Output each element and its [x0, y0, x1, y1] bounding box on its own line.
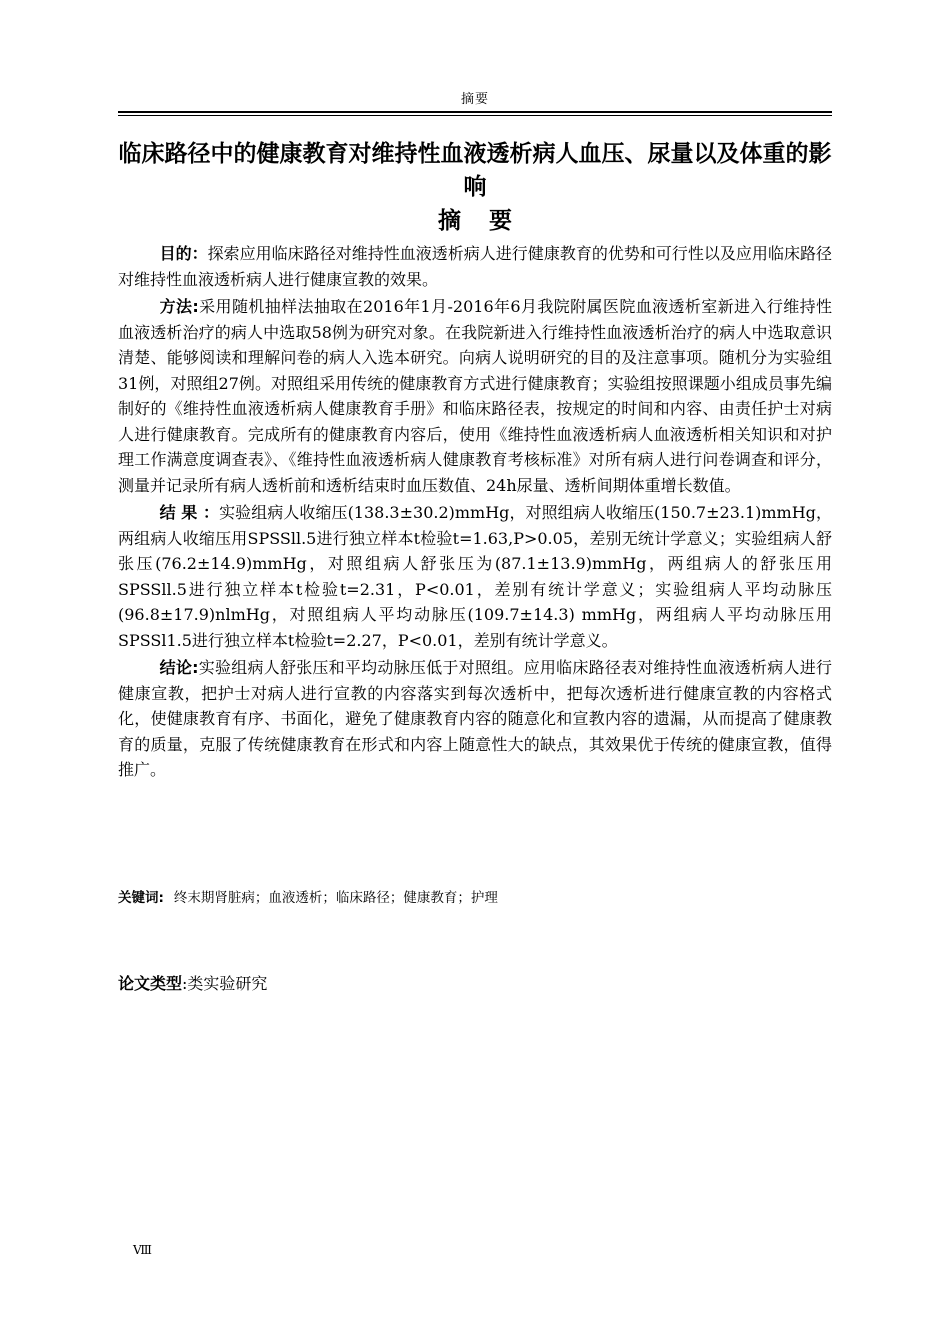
page-number: Ⅷ — [133, 1243, 152, 1257]
objective-paragraph — [118, 241, 832, 292]
paper-type-value: 类实验研究 — [187, 974, 268, 993]
keywords-label: 关键词: — [118, 890, 164, 906]
running-header: 摘要 — [460, 92, 489, 107]
abstract-body — [118, 241, 832, 785]
conclusion-paragraph — [118, 655, 832, 783]
keywords-line — [118, 887, 832, 909]
results-label: 结 果 ： — [159, 503, 220, 522]
conclusion-text: 实验组病人舒张压和平均动脉压低于对照组。应用临床路径表对维持性血液透析病人进行健康宣教，把护士对病人进行宣教的内容落实到每次透析中，把每次透析进行健康宣教的内容格式化，使健康教育有序、书面化，避免了健康教育内容的随意化和宣教内容的遗漏，从而提高了健康教育的质量，克服了传统健康教育在形式和内容上随意性大的缺点，其效果优于传统的健康宣教，值得推广。 — [118, 658, 832, 779]
header-rule-thick — [118, 111, 832, 113]
objective-text: 探索应用临床路径对维持性血液透析病人进行健康教育的优势和可行性以及应用临床路径对维持性血液透析病人进行健康宣教的效果。 — [118, 244, 832, 289]
objective-label: 目的： — [159, 244, 208, 263]
results-paragraph — [118, 500, 832, 653]
paper-type-label: 论文类型 — [118, 974, 183, 993]
abstract-heading-left: 摘 — [438, 208, 461, 234]
methods-text: 采用随机抽样法抽取在2016年1月-2016年6月我院附属医院血液透析室新进入行维持性血液透析治疗的病人中选取58例为研究对象。在我院新进入行维持性血液透析治疗的病人中选取意识清楚、能够阅读和理解问卷的病人入选本研究。向病人说明研究的目的及注意事项。随机分为实验组31例，对照组27例。对照组采用传统的健康教育方式进行健康教育；实验组按照课题小组成员事先编制好的《维持性血液透析病人健康教育手册》和临床路径表，按规定的时间和内容、由责任护士对病人进行健康教育。完成所有的健康教育内容后，使用《维持性血液透析病人血液透析相关知识和对护理工作满意度调查表》、《维持性血液透析病人健康教育考核标准》对所有病人进行问卷调查和评分，测量并记录所有病人透析前和透析结束时血压数值、24h尿量、透析间期体重增长数值。 — [118, 297, 832, 495]
header-rule-thin — [118, 115, 832, 116]
results-text: 实验组病人收缩压(138.3±30.2)mmHg，对照组病人收缩压(150.7±23.1)mmHg，两组病人收缩压用SPSSll.5进行独立样本t检验t=1.63,P>0.05，差别无统计学意义；实验组病人舒张压(76.2±14.9)mmHg，对照组病人舒张压为(87.1±13.9)mmHg，两组病人的舒张压用SPSSll.5进行独立样本t检验t=2.31，P<0.01，差别有统计学意义；实验组病人平均动脉压(96.8±17.9)nlmHg，对照组病人平均动脉压(109.7±14.3) mmHg，两组病人平均动脉压用SPSSl1.5进行独立样本t检验t=2.27，P<0.01，差别有统计学意义。 — [118, 503, 832, 650]
paper-type-separator: : — [182, 974, 188, 993]
conclusion-label: 结论: — [159, 658, 199, 677]
methods-paragraph — [118, 294, 832, 498]
abstract-heading — [118, 204, 832, 238]
paper-title: 临床路径中的健康教育对维持性血液透析病人血压、尿量以及体重的影响 — [118, 141, 832, 200]
methods-label: 方法: — [159, 297, 199, 316]
paper-type-line — [118, 971, 832, 997]
keywords-text: 终末期肾脏病；血液透析；临床路径；健康教育；护理 — [173, 890, 498, 906]
abstract-heading-right: 要 — [489, 208, 512, 234]
